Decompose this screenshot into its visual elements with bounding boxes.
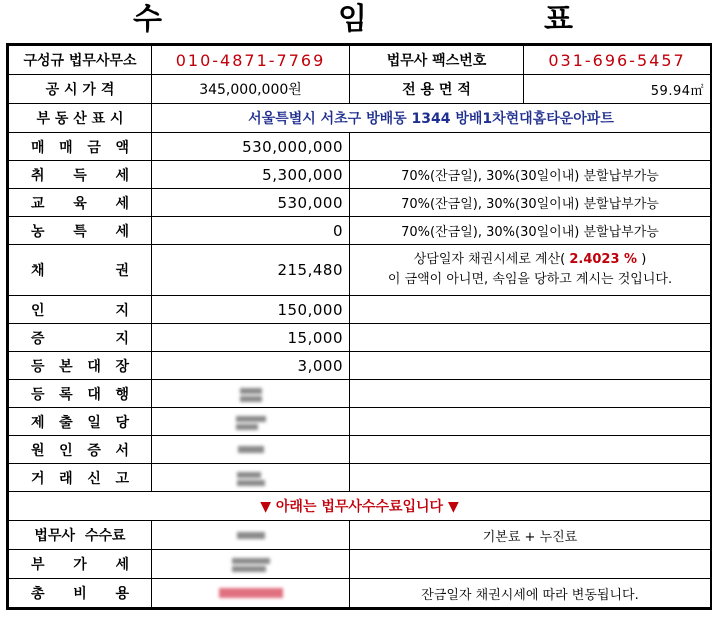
fee-banner: ▼ 아래는 법무사수수료입니다 ▼ <box>9 492 711 521</box>
header-row-property <box>9 104 711 133</box>
title-char-1: 수 <box>133 2 162 37</box>
redacted-value <box>237 532 265 539</box>
row-label: 인 지 <box>31 302 129 319</box>
total-amount-redacted <box>152 579 350 608</box>
bond-rate: 2.4023 % <box>569 252 638 267</box>
title-char-2: 임 <box>338 2 367 37</box>
row-amount: 15,000 <box>152 324 350 352</box>
row-amount: 5,300,000 <box>152 161 350 189</box>
row-amount-redacted <box>152 380 350 408</box>
row-note <box>350 133 711 161</box>
row-legal-fee <box>9 521 711 550</box>
fee-label: 부 가 세 <box>31 557 129 573</box>
row-submission-fee <box>9 408 711 436</box>
office-label: 구성규 법무사무소 <box>9 46 152 75</box>
page-title <box>0 0 716 42</box>
area-value: 59.94㎡ <box>524 75 711 104</box>
row-total-cost <box>9 579 711 608</box>
row-label: 등 록 대 행 <box>31 386 129 403</box>
row-note <box>350 436 711 464</box>
row-amount: 530,000 <box>152 189 350 217</box>
row-amount-redacted <box>152 464 350 492</box>
row-label: 농 특 세 <box>31 223 129 240</box>
row-amount: 150,000 <box>152 296 350 324</box>
row-amount-redacted <box>152 436 350 464</box>
row-certificate-stamp <box>9 324 711 352</box>
row-rural-tax <box>9 217 711 245</box>
row-bond <box>9 245 711 296</box>
row-note <box>350 408 711 436</box>
row-note: 70%(잔금일), 30%(30일이내) 분할납부가능 <box>350 217 711 245</box>
row-label: 등 본 대 장 <box>31 358 129 375</box>
redacted-value <box>236 414 266 430</box>
row-label: 취 득 세 <box>31 167 129 184</box>
row-note <box>350 296 711 324</box>
row-label: 채 권 <box>31 263 129 279</box>
row-amount: 0 <box>152 217 350 245</box>
title-char-3: 표 <box>544 2 573 37</box>
row-note: 70%(잔금일), 30%(30일이내) 분할납부가능 <box>350 161 711 189</box>
row-contract-deed <box>9 436 711 464</box>
row-note <box>350 324 711 352</box>
redacted-value <box>232 556 270 572</box>
row-note: 70%(잔금일), 30%(30일이내) 분할납부가능 <box>350 189 711 217</box>
row-label: 증 지 <box>31 330 129 347</box>
redacted-value <box>240 386 262 402</box>
office-phone: 010-4871-7769 <box>152 46 350 75</box>
fee-label: 총 비 용 <box>31 586 129 602</box>
fee-table <box>6 43 712 610</box>
redacted-value <box>238 446 264 453</box>
area-label: 전 용 면 적 <box>350 75 524 104</box>
row-education-tax <box>9 189 711 217</box>
row-note <box>350 464 711 492</box>
row-stamp <box>9 296 711 324</box>
row-amount-redacted <box>152 408 350 436</box>
property-label: 부 동 산 표 시 <box>9 104 152 133</box>
price-label: 공 시 가 격 <box>9 75 152 104</box>
row-transaction-report <box>9 464 711 492</box>
bond-note-line1: 상담일자 채권시세로 계산( 2.4023 % ) <box>413 252 647 267</box>
fee-note: 기본료 + 누진료 <box>350 521 711 550</box>
fax-number: 031-696-5457 <box>524 46 711 75</box>
row-sale-price <box>9 133 711 161</box>
fee-label: 법무사 수수료 <box>34 528 126 544</box>
fee-banner-row <box>9 492 711 521</box>
row-register-copy <box>9 352 711 380</box>
row-label: 교 육 세 <box>31 195 129 212</box>
header-row-office <box>9 46 711 75</box>
row-label: 매 매 금 액 <box>31 139 129 156</box>
header-row-price <box>9 75 711 104</box>
row-label: 거 래 신 고 <box>31 470 129 487</box>
row-note <box>350 352 711 380</box>
price-value: 345,000,000원 <box>152 75 350 104</box>
fee-note <box>350 550 711 579</box>
fee-note: 잔금일자 채권시세에 따라 변동됩니다. <box>350 579 711 608</box>
redacted-value <box>219 588 283 598</box>
redacted-value <box>237 470 265 486</box>
row-amount: 3,000 <box>152 352 350 380</box>
property-value: 서울특별시 서초구 방배동 1344 방배1차현대홈타운아파트 <box>152 104 711 133</box>
row-registration-agency <box>9 380 711 408</box>
row-note <box>350 380 711 408</box>
bond-note-line2: 이 금액이 아니면, 속임을 당하고 계시는 것입니다. <box>387 272 673 287</box>
row-amount: 530,000,000 <box>152 133 350 161</box>
row-acquisition-tax <box>9 161 711 189</box>
bond-note <box>350 245 711 296</box>
row-vat <box>9 550 711 579</box>
row-label: 제 출 일 당 <box>31 414 129 431</box>
row-label: 원 인 증 서 <box>31 442 129 459</box>
row-amount: 215,480 <box>152 245 350 296</box>
fee-amount-redacted <box>152 550 350 579</box>
fax-label: 법무사 팩스번호 <box>350 46 524 75</box>
fee-amount-redacted <box>152 521 350 550</box>
